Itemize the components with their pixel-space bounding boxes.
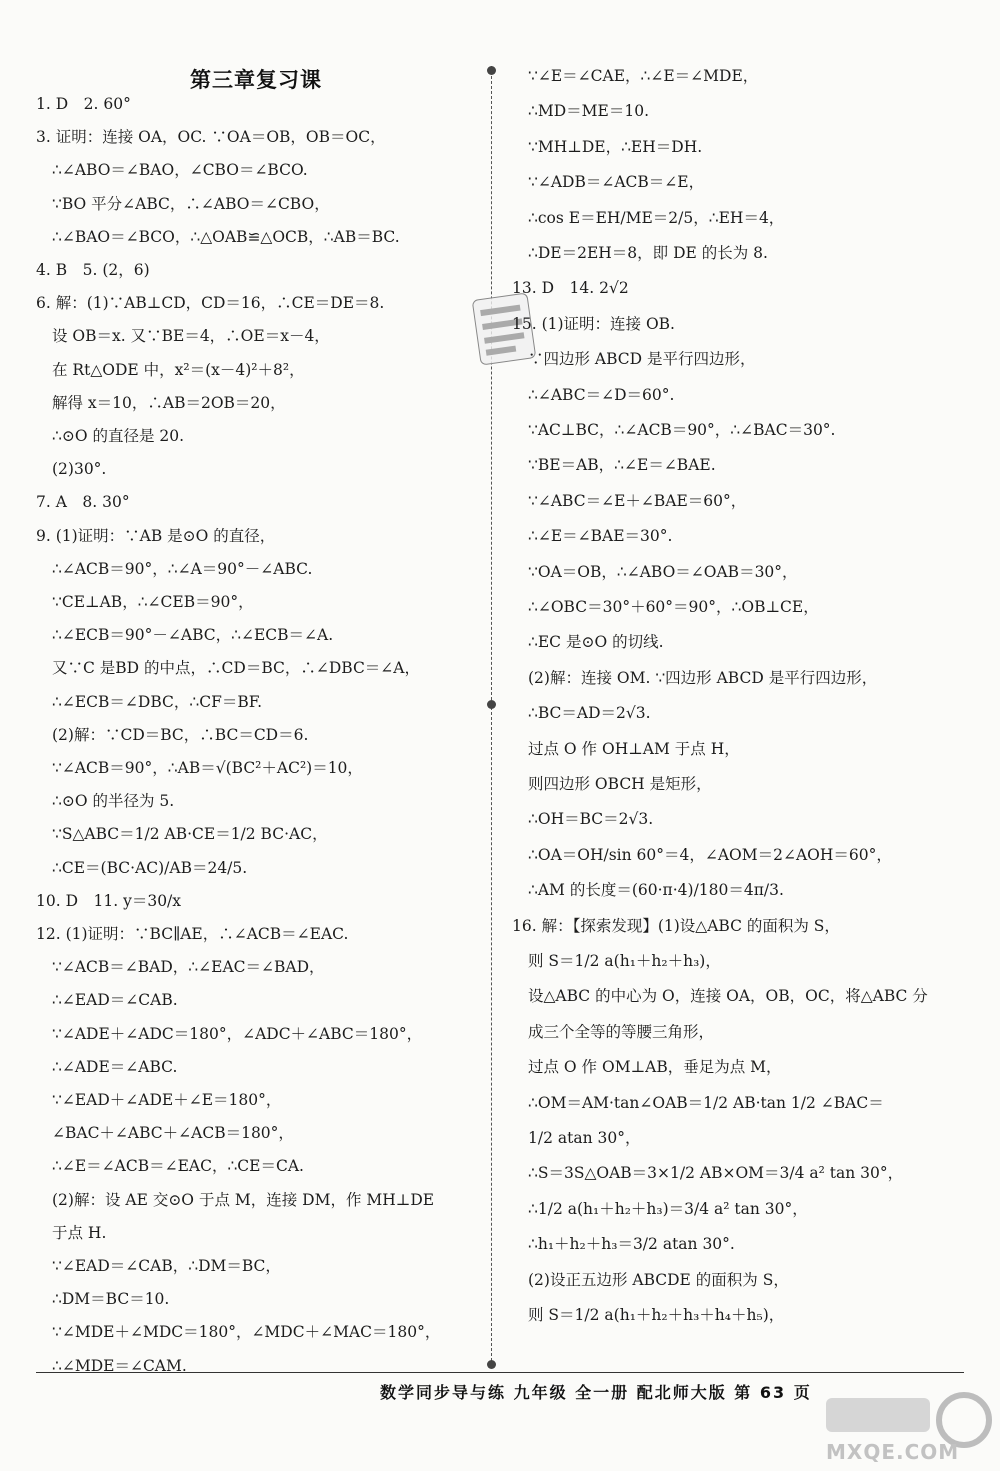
answer-line: (2)解：∵CD＝BC，∴BC＝CD＝6. (52, 725, 309, 744)
answer-line: ∴⊙O 的半径为 5. (52, 792, 175, 811)
answer-line: ∵AC⊥BC，∴∠ACB＝90°，∴∠BAC＝30°. (528, 421, 836, 439)
answer-line: ∴∠ECB＝90°－∠ABC，∴∠ECB＝∠A. (52, 626, 334, 645)
answer-line: ∴∠ABO＝∠BAO，∠CBO＝∠BCO. (52, 161, 308, 180)
answer-line: ∵OA＝OB，∴∠ABO＝∠OAB＝30°， (528, 562, 798, 581)
column-divider (491, 66, 492, 1366)
answer-line: 过点 O 作 OM⊥AB，垂足为点 M， (528, 1058, 782, 1077)
answer-line: ∴∠OBC＝30°＋60°＝90°，∴OB⊥CE， (528, 598, 819, 616)
answer-line: 设△ABC 的中心为 O，连接 OA，OB，OC，将△ABC 分 (528, 987, 928, 1006)
answer-line: ∵S△ABC＝1/2 AB·CE＝1/2 BC·AC， (52, 825, 328, 844)
answer-line: ∴∠E＝∠BAE＝30°. (528, 527, 673, 546)
answer-line: ∴EC 是⊙O 的切线. (528, 633, 664, 652)
divider-dot (487, 1360, 496, 1369)
divider-dot (487, 66, 496, 75)
answer-line: (2)设正五边形 ABCDE 的面积为 S， (528, 1270, 789, 1289)
answer-line: ∵∠E＝∠CAE，∴∠E＝∠MDE， (528, 67, 759, 85)
answer-line: ∴BC＝AD＝2√3. (528, 704, 651, 723)
answer-line: ∴DM＝BC＝10. (52, 1290, 170, 1309)
answer-line: 4. B 5. (2，6) (36, 261, 150, 279)
answer-line: 7. A 8. 30° (36, 493, 130, 512)
answer-line: ∵∠ACB＝∠BAD，∴∠EAC＝∠BAD， (52, 958, 325, 977)
answer-line: 则 S＝1/2 a(h₁＋h₂＋h₃＋h₄＋h₅)， (528, 1306, 785, 1324)
answer-line: ∵∠ADB＝∠ACB＝∠E， (528, 173, 705, 192)
watermark-logo (826, 1392, 996, 1468)
answer-line: 16. 解：【探索发现】(1)设△ABC 的面积为 S， (512, 916, 840, 935)
answer-line: 12. (1)证明：∵BC∥AE，∴∠ACB＝∠EAC. (36, 925, 349, 943)
answer-line: ∵∠EAD＋∠ADE＋∠E＝180°， (52, 1091, 282, 1109)
answer-line: ∴MD＝ME＝10. (528, 102, 649, 121)
answer-line: 1/2 atan 30°， (528, 1129, 641, 1147)
answer-line: ∵CE⊥AB，∴∠CEB＝90°， (52, 593, 254, 611)
answer-line: ∴AM 的长度＝(60·π·4)/180＝4π/3. (528, 881, 784, 900)
answer-line: 解得 x＝10，∴AB＝2OB＝20， (52, 393, 286, 412)
answer-line: ∵∠ACB＝90°，∴AB＝√(BC²＋AC²)＝10， (52, 759, 363, 777)
answer-line: (2)30°. (52, 460, 107, 479)
answer-line: ∴∠BAO＝∠BCO，∴△OAB≌△OCB，∴AB＝BC. (52, 227, 400, 246)
answer-line: ∴1/2 a(h₁＋h₂＋h₃)＝3/4 a² tan 30°， (528, 1199, 808, 1218)
answer-line: 过点 O 作 OH⊥AM 于点 H， (528, 739, 740, 758)
answer-line: ∴DE＝2EH＝8，即 DE 的长为 8. (528, 244, 768, 262)
answer-line: ∴∠ECB＝∠DBC，∴CF＝BF. (52, 692, 262, 711)
answer-line: ∵∠EAD＝∠CAB，∴DM＝BC， (52, 1257, 281, 1275)
answer-line: ∴∠ABC＝∠D＝60°. (528, 385, 675, 404)
answer-line: ∵∠ABC＝∠E＋∠BAE＝60°， (528, 491, 747, 510)
answer-line: ∴OM＝AM·tan∠OAB＝1/2 AB·tan 1/2 ∠BAC＝ (528, 1093, 884, 1112)
answer-line: 9. (1)证明：∵AB 是⊙O 的直径， (36, 526, 276, 545)
watermark-text: MXQE.COM (826, 1440, 960, 1464)
answer-line: 10. D 11. y＝30/x (36, 891, 182, 910)
answer-line: ∴∠ADE＝∠ABC. (52, 1057, 178, 1076)
answer-line: ∵BO 平分∠ABC，∴∠ABO＝∠CBO， (52, 194, 330, 213)
answer-line: (2)解：连接 OM. ∵四边形 ABCD 是平行四边形， (528, 668, 878, 687)
answer-line: ∴∠E＝∠ACB＝∠EAC，∴CE＝CA. (52, 1157, 304, 1176)
answer-line: ∵MH⊥DE，∴EH＝DH. (528, 137, 703, 156)
answer-line: 又∵C 是BD 的中点，∴CD＝BC，∴∠DBC＝∠A， (52, 659, 420, 678)
answer-line: ∴h₁＋h₂＋h₃＝3/2 atan 30°. (528, 1235, 735, 1254)
footer-rule (36, 1372, 964, 1373)
answer-line: ∵BE＝AB，∴∠E＝∠BAE. (528, 456, 716, 475)
answer-line: ∵四边形 ABCD 是平行四边形， (528, 350, 756, 369)
answer-line: 成三个全等的等腰三角形， (528, 1022, 715, 1041)
page-footer: 数学同步导与练 九年级 全一册 配北师大版 第 63 页 (380, 1383, 812, 1402)
answer-line: ∴OH＝BC＝2√3. (528, 810, 654, 829)
divider-dot (487, 700, 496, 709)
answer-line: ∴cos E＝EH/ME＝2/5，∴EH＝4， (528, 208, 785, 227)
answer-line: ∴CE＝(BC·AC)/AB＝24/5. (52, 858, 248, 877)
answer-line: 则四边形 OBCH 是矩形， (528, 775, 712, 793)
page-title: 第三章复习课 (190, 68, 322, 92)
answer-line: 3. 证明：连接 OA，OC. ∵OA＝OB，OB＝OC， (36, 128, 386, 147)
answer-line: ∵∠MDE＋∠MDC＝180°，∠MDC＋∠MAC＝180°， (52, 1323, 441, 1342)
answer-line: ∴∠ACB＝90°，∴∠A＝90°－∠ABC. (52, 559, 313, 578)
answer-line: ∴⊙O 的直径是 20. (52, 427, 185, 445)
answer-line: (2)解：设 AE 交⊙O 于点 M，连接 DM，作 MH⊥DE (52, 1190, 435, 1209)
answer-line: 在 Rt△ODE 中，x²＝(x－4)²＋8²， (52, 360, 305, 379)
answer-line: 13. D 14. 2√2 (512, 279, 629, 298)
answer-line: ∴OA＝OH/sin 60°＝4，∠AOM＝2∠AOH＝60°， (528, 845, 892, 864)
answer-line: ∴S＝3S△OAB＝3×1/2 AB×OM＝3/4 a² tan 30°， (528, 1164, 904, 1183)
answer-line: 6. 解：(1)∵AB⊥CD，CD＝16，∴CE＝DE＝8. (36, 294, 385, 313)
answer-line: 15. (1)证明：连接 OB. (512, 314, 675, 333)
answer-line: ∠BAC＋∠ABC＋∠ACB＝180°， (52, 1124, 294, 1143)
answer-line: ∴∠MDE＝∠CAM. (52, 1356, 187, 1375)
watermark-bar-icon (826, 1398, 930, 1432)
answer-line: 则 S＝1/2 a(h₁＋h₂＋h₃)， (528, 952, 721, 970)
answer-line: ∴∠EAD＝∠CAB. (52, 991, 178, 1010)
answer-line: ∵∠ADE＋∠ADC＝180°，∠ADC＋∠ABC＝180°， (52, 1024, 423, 1043)
answer-line: 设 OB＝x. 又∵BE＝4，∴OE＝x－4， (52, 327, 330, 346)
answer-line: 于点 H. (52, 1223, 107, 1242)
answer-line: 1. D 2. 60° (36, 95, 131, 113)
